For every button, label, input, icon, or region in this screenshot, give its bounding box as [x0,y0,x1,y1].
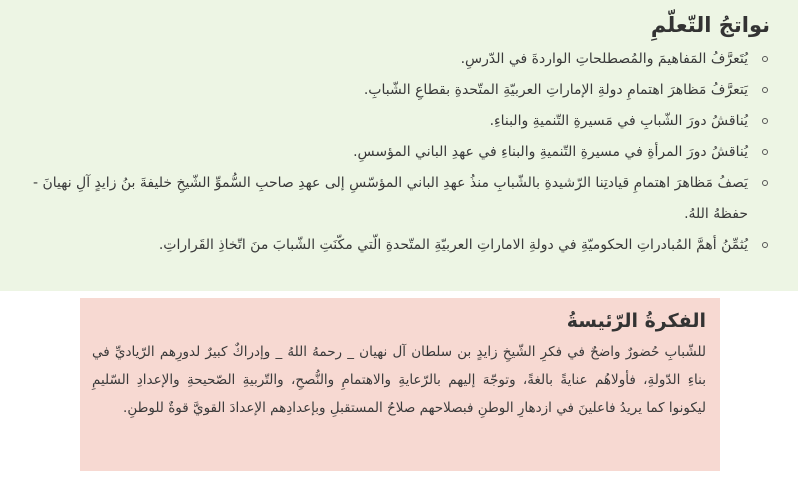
list-item [14,75,770,106]
list-item [14,230,770,261]
circle-bullet-icon [762,180,768,186]
circle-bullet-icon [762,87,768,93]
circle-bullet-icon [762,56,768,62]
outcome-text: يَصفُ مَظاهرَ اهتمامِ قيادتِنا الرّشيدةِ بالشّبابِ منذُ عهدِ الباني المؤسّسِ إلى عهدِ صاحبِ السُّموِّ الشّيخِ خليفةَ بنُ زايدٍ آلِ نهيانَ - حفظهُ اللهُ. [32,175,748,222]
outcome-text: يَتعرَّفُ مَظاهرَ اهتمامِ دولةِ الإماراتِ العربيّةِ المتّحدةِ بقطاعِ الشّبابِ. [363,82,748,98]
list-item [14,137,770,168]
main-idea-section [80,298,720,471]
list-item [14,168,770,230]
main-idea-title: الفكرةُ الرّئيسةُ [566,310,706,332]
list-item [14,106,770,137]
circle-bullet-icon [762,242,768,248]
outcome-text: يُثمِّنُ أهمَّ المُبادراتِ الحكوميّةِ في دولةِ الاماراتِ العربيّةِ المتّحدةِ الّتي مكّنَتِ الشّبابَ منَ اتّخاذِ القَراراتِ. [158,237,748,253]
circle-bullet-icon [762,118,768,124]
learning-outcomes-title: نواتجُ التّعلّمِ [650,13,770,37]
outcome-text: يُناقشُ دورَ المرأةِ في مسيرةِ التّنميةِ والبناءِ في عهدِ الباني المؤسسِ. [353,144,748,160]
main-idea-text: للشّبابِ حُضورٌ واضحٌ في فكرِ الشّيخِ زايدٍ بن سلطان آل نهيان _ رحمهُ اللهُ _ وإدراكٌ كبيرٌ لدورِهم الرّياديِّ في بناءِ الدّولةِ، فأولاهُم عنايةً بالغةً، وتوجّهَ إليهم بالرّعايةِ والاهتمامِ والنُّصحِ، والتّربيةِ الصّحيحةِ والإعدادِ السّليمِ ليكونوا كما يريدُ فاعلينَ في ازدهارِ الوطنِ فبصلاحهم صلاحُ المستقبلِ وبإعدادِهم الإعدادَ القويَّ قوةٌ للوطنِ. [92,344,706,416]
circle-bullet-icon [762,149,768,155]
outcome-text: يُتَعرَّفُ المَفاهيمَ والمُصطلحاتِ الواردةَ في الدّرسِ. [460,51,748,67]
learning-outcomes-list [14,44,770,261]
outcome-text: يُناقشُ دورَ الشّبابِ في مَسيرةِ التّنميةِ والبناءِ. [489,113,748,129]
list-item [14,44,770,75]
